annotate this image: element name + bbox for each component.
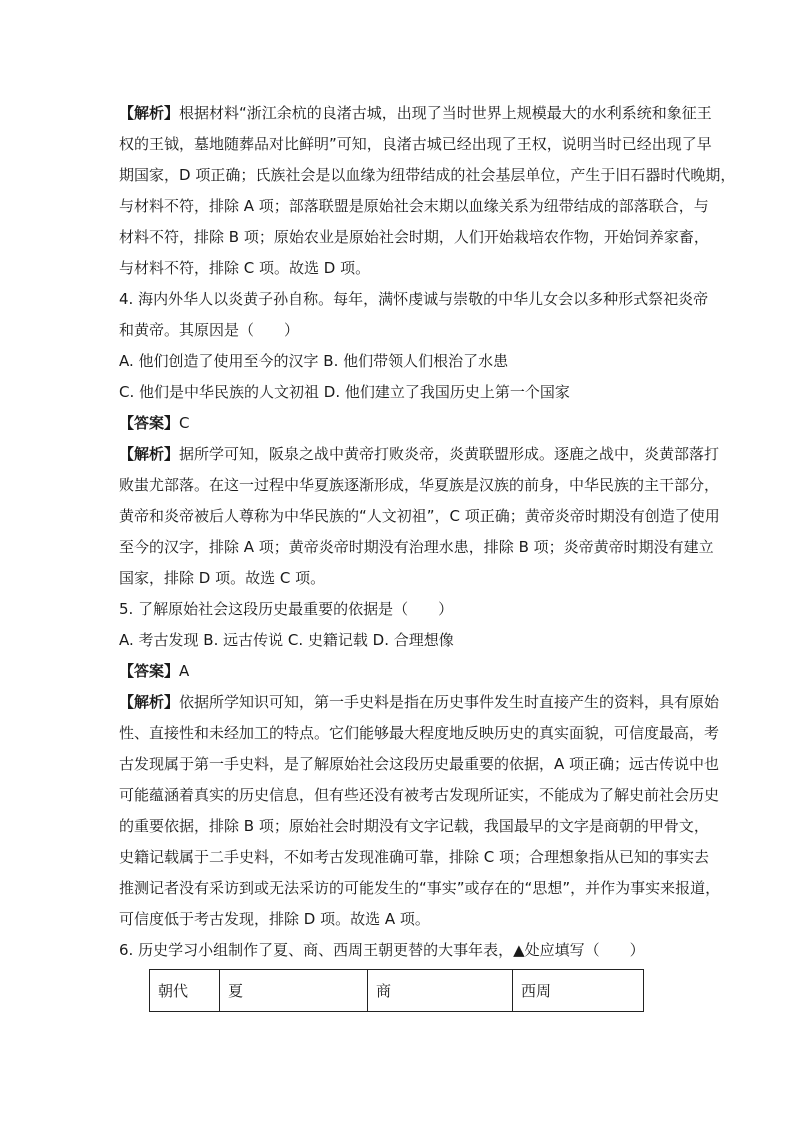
question-5-analysis-line-3: 古发现属于第一手史料，是了解原始社会这段历史最重要的依据，A 项正确；远古传说中也 [119,755,720,773]
analysis-tag: 【解析】 [119,445,180,463]
question-5-analysis-line-5: 的重要依据，排除 B 项；原始社会时期没有文字记载，我国最早的文字是商朝的甲骨文， [119,817,709,835]
answer-value: C [179,414,190,432]
analysis-tag: 【解析】 [119,104,180,122]
question-4-analysis-line-2: 败蚩尤部落。在这一过程中华夏族逐渐形成，华夏族是汉族的前身，中华民族的主干部分， [119,476,720,494]
question-4-answer [119,413,699,433]
question-6-stem: 6. 历史学习小组制作了夏、商、西周王朝更替的大事年表，▲处应填写（ ） [119,941,645,959]
question-5-answer [119,661,699,681]
question-5-analysis-line-8: 可信度低于考古发现，排除 D 项。故选 A 项。 [119,910,430,928]
analysis-3-line-3: 期国家，D 项正确；氏族社会是以血缘为纽带结成的社会基层单位，产生于旧石器时代晚期， [119,166,736,184]
answer-value: A [179,662,190,680]
question-5-analysis-line-2: 性、直接性和未经加工的特点。它们能够最大程度地反映历史的真实面貌，可信度最高，考 [119,724,720,742]
question-4-stem-line-2: 和黄帝。其原因是（ ） [119,321,300,339]
question-4-analysis-line-1: 【解析】据所学可知，阪泉之战中黄帝打败炎帝，炎黄联盟形成。逐鹿之战中，炎黄部落打 [119,445,720,463]
table-cell-xia: 夏 [220,970,368,1012]
question-5-analysis-line-7: 推测记者没有采访到或无法采访的可能发生的“事实”或存在的“思想”，并作为事实来报道， [119,879,721,897]
question-4-options-line-2: C. 他们是中华民族的人文初祖 D. 他们建立了我国历史上第一个国家 [119,383,570,401]
table-row [150,970,644,1012]
table-cell-western-zhou: 西周 [513,970,644,1012]
analysis-3-line-6: 与材料不符，排除 C 项。故选 D 项。 [119,259,371,277]
question-4-analysis-line-5: 国家，排除 D 项。故选 C 项。 [119,569,326,587]
question-5-analysis-line-4: 可能蕴涵着真实的历史信息，但有些还没有被考古发现所证实，不能成为了解史前社会历史 [119,786,720,804]
dynasty-timeline-table [149,969,644,1012]
question-5-stem: 5. 了解原始社会这段历史最重要的依据是（ ） [119,600,454,618]
answer-tag: 【答案】 [119,414,180,432]
analysis-3-line-5: 材料不符，排除 B 项；原始农业是原始社会时期，人们开始栽培农作物，开始饲养家畜， [119,228,709,246]
analysis-3-line-4: 与材料不符，排除 A 项；部落联盟是原始社会末期以血缘关系为纽带结成的部落联合，与 [119,197,709,215]
question-4-stem-line-1: 4. 海内外华人以炎黄子孙自称。每年，满怀虔诚与崇敬的中华儿女会以多种形式祭祀炎帝 [119,290,709,308]
analysis-tag: 【解析】 [119,693,180,711]
table-cell-dynasty-header: 朝代 [150,970,220,1012]
analysis-3-line-2: 权的王钺，墓地随葬品对比鲜明”可知，良渚古城已经出现了王权，说明当时已经出现了早 [119,135,712,153]
question-5-options: A. 考古发现 B. 远古传说 C. 史籍记载 D. 合理想像 [119,631,454,649]
question-4-analysis-line-3: 黄帝和炎帝被后人尊称为中华民族的“人文初祖”，C 项正确；黄帝炎帝时期没有创造了使用 [119,507,720,525]
answer-tag: 【答案】 [119,662,180,680]
question-4-analysis-line-4: 至今的汉字，排除 A 项；黄帝炎帝时期没有治理水患，排除 B 项；炎帝黄帝时期没有建立 [119,538,714,556]
question-4-options-line-1: A. 他们创造了使用至今的汉字 B. 他们带领人们根治了水患 [119,352,509,370]
question-5-analysis-line-1: 【解析】依据所学知识可知，第一手史料是指在历史事件发生时直接产生的资料，具有原始 [119,693,720,711]
analysis-3-line-1: 【解析】根据材料“浙江余杭的良渚古城，出现了当时世界上规模最大的水利系统和象征王 [119,104,712,122]
question-5-analysis-line-6: 史籍记载属于二手史料，不如考古发现准确可靠，排除 C 项；合理想象指从已知的事实去 [119,848,710,866]
table-cell-shang: 商 [368,970,513,1012]
